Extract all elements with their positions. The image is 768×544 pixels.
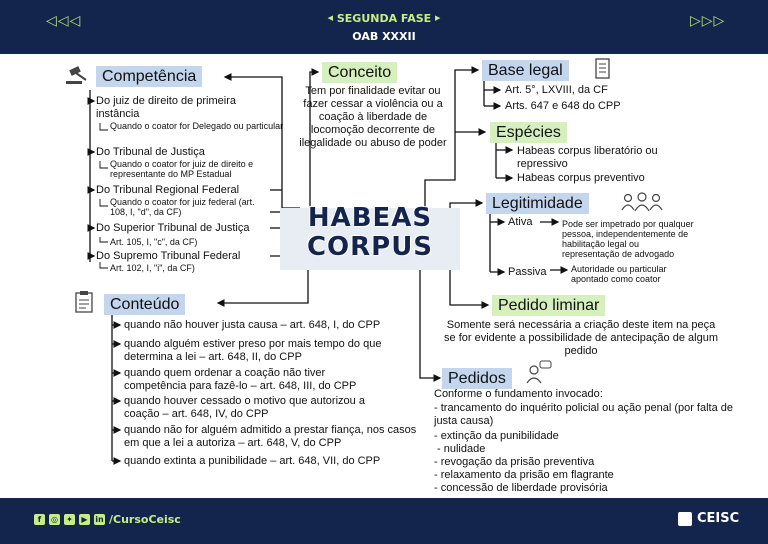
oab-logo: OAB <box>352 30 379 43</box>
exam-number: XXXII <box>382 30 416 43</box>
conteudo-item-5: quando não for alguém admitido a prestar fiança, nos casos em que a lei a autoriza – art. 648, V, do CPP <box>124 424 417 449</box>
conteudo-title: Conteúdo <box>104 294 185 315</box>
competencia-sub-3: Quando o coator for juiz federal (art. 108, I, "d", da CF) <box>110 197 255 217</box>
competencia-sub-2: Quando o coator for juiz de direito e representante do MP Estadual <box>110 159 254 179</box>
pedidos-item-6: - concessão de liberdade provisória <box>434 482 608 494</box>
legitimidade-title: Legitimidade <box>486 193 589 214</box>
competencia-item-4: Do Superior Tribunal de Justiça <box>96 222 250 234</box>
brand-logo <box>678 511 739 526</box>
especies-title: Espécies <box>490 122 567 143</box>
brand-name: CEISC <box>697 511 740 526</box>
conceito-title: Conceito <box>322 62 397 83</box>
conceito-text: Tem por finalidade evitar ou fazer cessar a violência ou a coação à liberdade de locomoção decorrente de ilegalidade ou abuso de poder <box>299 85 447 149</box>
legitimidade-passiva-text: Autoridade ou particular apontado como coator <box>571 264 667 284</box>
right-arrows-decoration: ▷▷▷ <box>690 13 726 29</box>
phase-label: SEGUNDA FASE <box>336 12 432 25</box>
legitimidade-ativa-text: Pode ser impetrado por qualquer pessoa, independentemente de habilitação legal ou representação de advogado <box>562 219 694 259</box>
document-icon <box>594 58 612 80</box>
conteudo-item-6: quando extinta a punibilidade – art. 648, VII, do CPP <box>124 455 381 467</box>
competencia-item-5: Do Supremo Tribunal Federal <box>96 250 241 262</box>
pedido-liminar-text: Somente será necessária a criação deste item na peça se for evidente a possibilidade de antecipação de algum pedido <box>444 319 718 357</box>
youtube-icon[interactable]: ▶ <box>79 514 90 525</box>
pedido-liminar-title: Pedido liminar <box>492 295 605 316</box>
base-legal-item-2: Arts. 647 e 648 do CPP <box>505 100 621 112</box>
pedidos-item-5: - relaxamento da prisão em flagrante <box>434 469 614 481</box>
especies-item-1: Habeas corpus liberatório ou repressivo <box>517 145 658 170</box>
pedidos-title: Pedidos <box>442 368 512 389</box>
ceisc-logo-icon <box>678 512 692 526</box>
competencia-item-2: Do Tribunal de Justiça <box>96 146 205 158</box>
legitimidade-ativa-label: Ativa <box>508 216 533 228</box>
main-title-line1: HABEAS <box>307 203 433 233</box>
phase-title: ◀ SEGUNDA FASE ▶ <box>327 12 441 25</box>
main-title <box>280 204 460 274</box>
competencia-item-1: Do juiz de direito de primeira instância <box>96 95 237 120</box>
conteudo-item-4: quando houver cessado o motivo que autorizou a coação – art. 648, IV, do CPP <box>124 395 365 420</box>
pedidos-item-4: - revogação da prisão preventiva <box>434 456 595 468</box>
base-legal-item-1: Art. 5°, LXVIII, da CF <box>505 84 608 96</box>
conteudo-item-1: quando não houver justa causa – art. 648, I, do CPP <box>124 319 381 331</box>
pedidos-item-2: - extinção da punibilidade <box>434 430 559 442</box>
pedidos-item-3: - nulidade <box>437 443 486 455</box>
linkedin-icon[interactable]: in <box>95 515 104 524</box>
left-arrows-decoration: ◁◁◁ <box>46 13 82 29</box>
clipboard-icon <box>74 290 96 314</box>
competencia-title: Competência <box>96 66 202 87</box>
pedidos-item-1: - trancamento do inquérito policial ou ação penal (por falta de justa causa) <box>434 402 734 427</box>
especies-item-2: Habeas corpus preventivo <box>517 172 645 184</box>
competencia-item-3: Do Tribunal Regional Federal <box>96 184 240 196</box>
people-icon <box>620 192 664 212</box>
speaker-icon <box>524 360 552 384</box>
conteudo-item-3: quando quem ordenar a coação não tiver competência para fazê-lo – art. 648, III, do CPP <box>124 367 357 392</box>
competencia-sub-1: Quando o coator for Delegado ou particular <box>110 121 284 131</box>
competencia-sub-4: Art. 105, I, "c", da CF) <box>110 237 198 247</box>
instagram-icon[interactable]: ◎ <box>49 514 60 525</box>
twitter-icon[interactable]: ✦ <box>64 514 75 525</box>
gavel-icon <box>64 66 92 86</box>
conteudo-item-2: quando alguém estiver preso por mais tempo do que determina a lei – art. 648, II, do CPP <box>124 338 382 363</box>
main-title-line2: CORPUS <box>306 232 434 262</box>
base-legal-title: Base legal <box>482 60 569 81</box>
legitimidade-passiva-label: Passiva <box>508 266 547 278</box>
competencia-sub-5: Art. 102, I, "i", da CF) <box>110 263 195 273</box>
social-handle[interactable]: /CursoCeisc <box>109 513 181 526</box>
pedidos-intro: Conforme o fundamento invocado: <box>434 388 603 400</box>
facebook-icon[interactable]: f <box>34 514 45 525</box>
social-links <box>34 513 181 526</box>
